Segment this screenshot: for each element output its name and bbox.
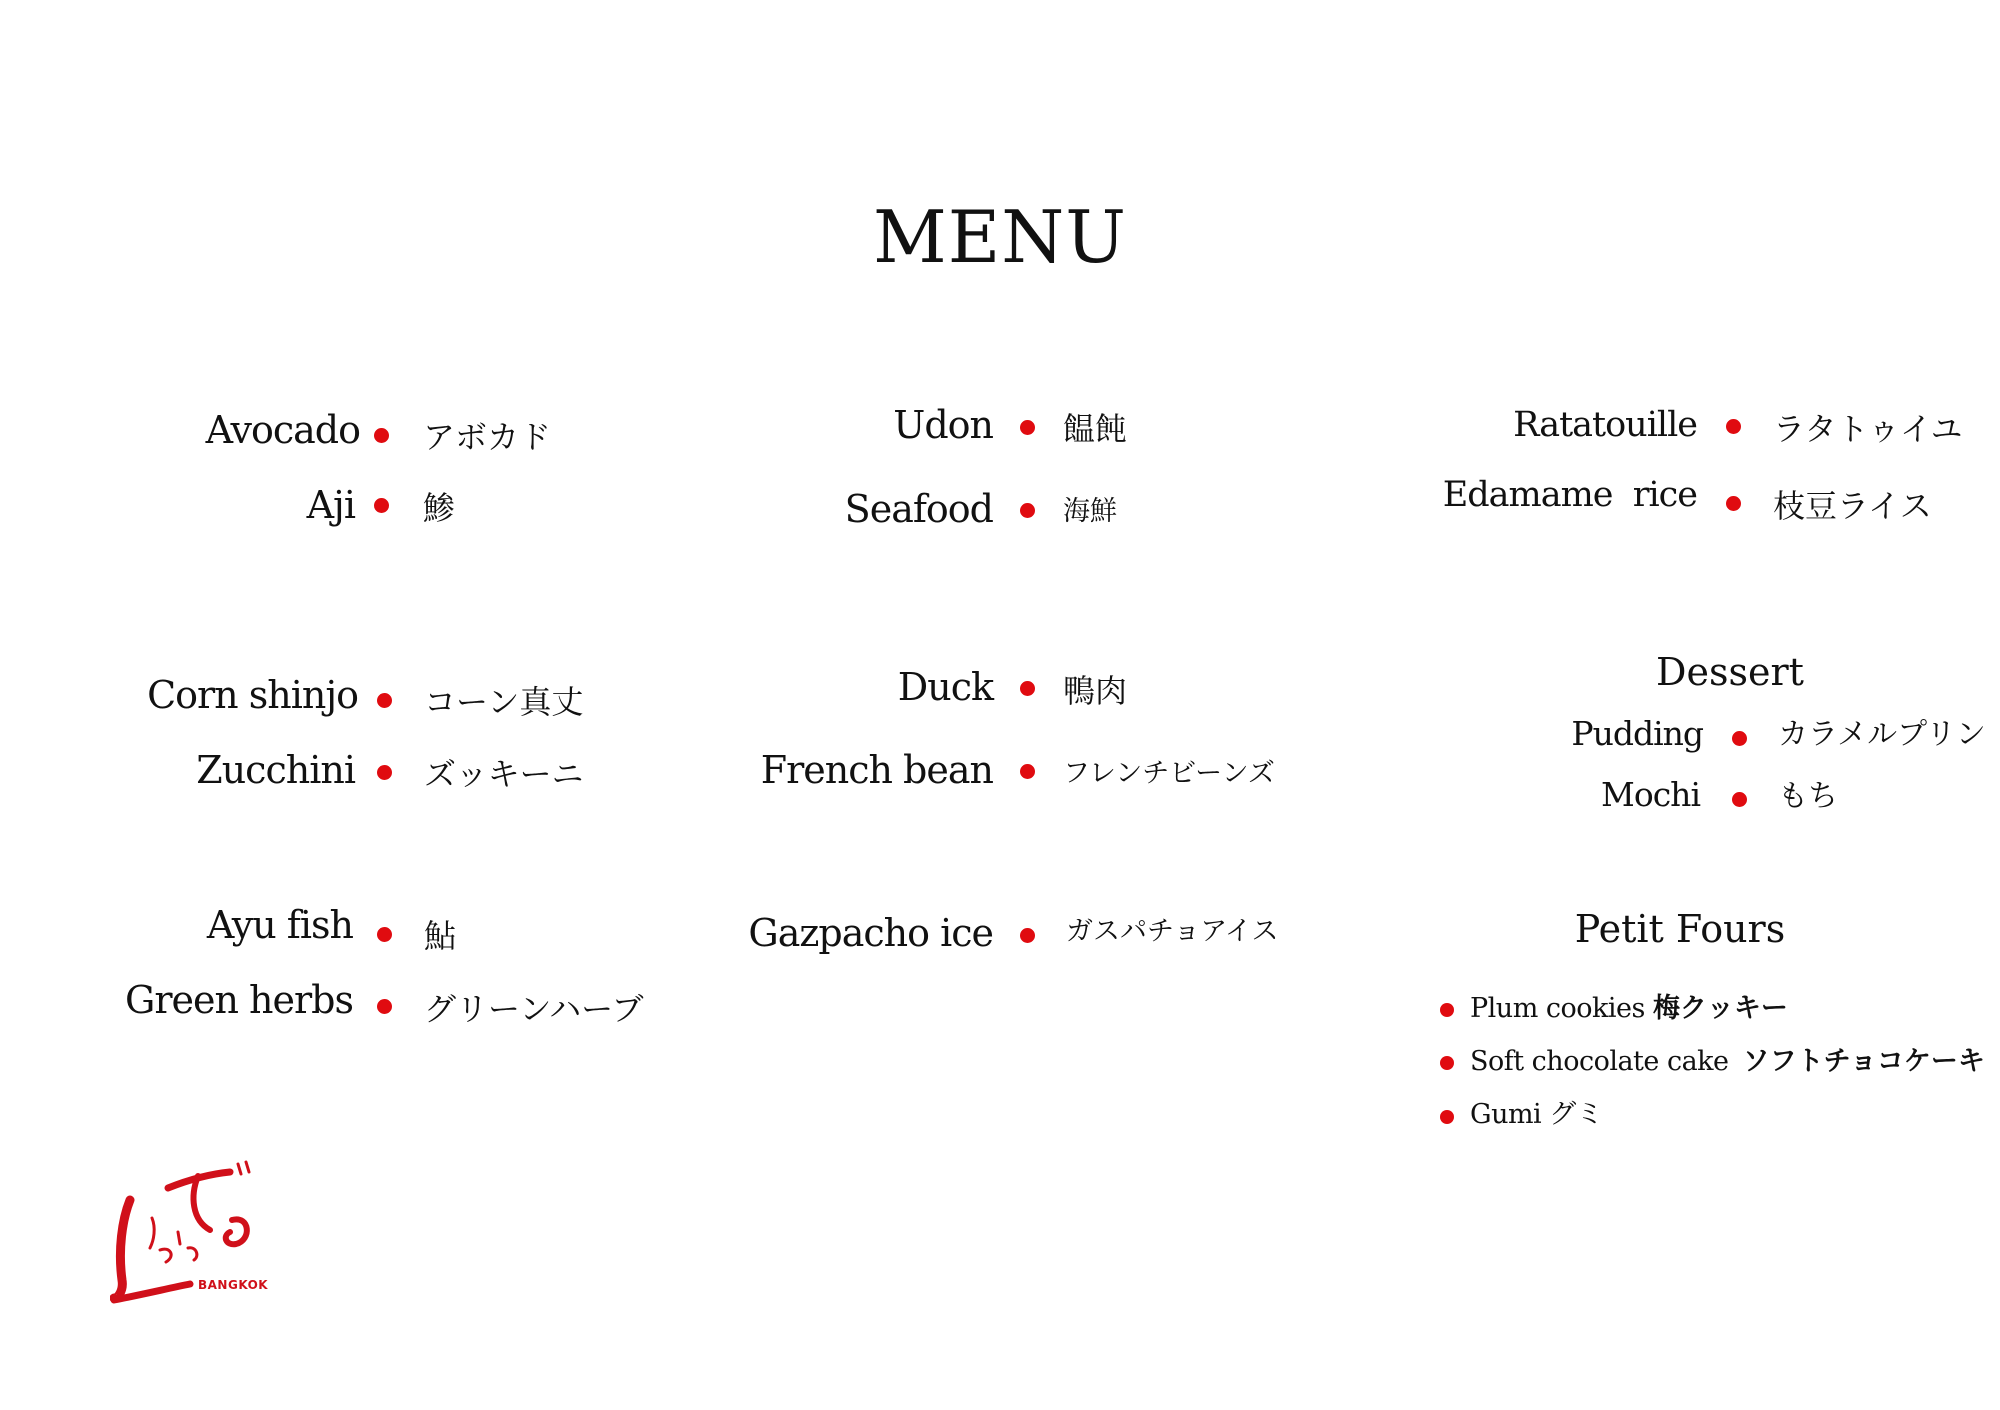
menu-item-edamame-rice xyxy=(0,470,1697,520)
logo-text: BANGKOK xyxy=(198,1278,269,1292)
item-name-en: Soft chocolate cake xyxy=(1470,1046,1729,1077)
menu-item-pudding xyxy=(0,709,1703,759)
item-name-en: Plum cookies xyxy=(1470,993,1645,1024)
item-name-jp: 鴨肉 xyxy=(1063,672,1128,710)
item-name-en: Green herbs xyxy=(124,978,353,1022)
item-name-jp: ガスパチョアイス xyxy=(1066,916,1279,947)
item-name-jp: 鯵 xyxy=(423,489,456,527)
item-name-en: Zucchini xyxy=(196,748,355,792)
item-name-jp: 鮎 xyxy=(424,917,457,955)
bullet-dot xyxy=(1020,681,1035,696)
item-name-jp: 海鮮 xyxy=(1063,496,1117,527)
item-name-en: Corn shinjo xyxy=(147,673,358,717)
item-name-jp: グリーンハーブ xyxy=(424,990,644,1028)
bullet-dot xyxy=(1726,496,1741,511)
petit-four-item xyxy=(1470,1095,1603,1135)
menu-item-green-herbs xyxy=(0,975,353,1025)
menu-item-ratatouille xyxy=(0,400,1697,450)
petit-four-item xyxy=(1470,1042,1985,1082)
item-name-en: Udon xyxy=(893,403,993,447)
item-name-jp: ソフトチョコケーキ xyxy=(1742,1046,1985,1077)
item-name-en: French bean xyxy=(760,748,993,792)
bullet-dot xyxy=(1726,419,1741,434)
bullet-dot xyxy=(1732,731,1747,746)
petit-fours-heading: Petit Fours xyxy=(1574,907,1786,951)
item-name-en: Edamame rice xyxy=(1442,475,1697,515)
item-name-jp: ズッキーニ xyxy=(424,755,584,793)
item-name-jp: 饂飩 xyxy=(1063,410,1128,448)
bullet-dot xyxy=(1440,1003,1454,1017)
petit-four-item xyxy=(1470,989,1788,1029)
item-name-en: Pudding xyxy=(1571,714,1703,753)
bullet-dot xyxy=(1020,928,1035,943)
item-name-jp: 枝豆ライス xyxy=(1773,487,1932,525)
item-name-jp: もち xyxy=(1778,779,1838,814)
menu-item-mochi xyxy=(0,770,1700,820)
item-name-jp: ラタトゥイユ xyxy=(1773,410,1963,448)
item-name-en: Avocado xyxy=(205,408,360,452)
page-title: MENU xyxy=(873,195,1127,279)
bullet-dot xyxy=(377,999,392,1014)
item-name-jp: 梅クッキー xyxy=(1652,993,1788,1024)
item-name-en: Ayu fish xyxy=(206,903,353,947)
menu-item-duck xyxy=(0,662,993,712)
item-name-en: Mochi xyxy=(1601,775,1700,814)
bullet-dot xyxy=(1440,1110,1454,1124)
bullet-dot xyxy=(1732,792,1747,807)
item-name-jp: カラメルプリン xyxy=(1778,717,1986,752)
item-name-en: Gumi xyxy=(1470,1099,1542,1130)
item-name-jp: グミ xyxy=(1549,1099,1604,1130)
menu-item-gazpacho-ice xyxy=(0,908,993,958)
bullet-dot xyxy=(1440,1056,1454,1070)
item-name-en: Seafood xyxy=(844,487,993,531)
item-name-en: Ratatouille xyxy=(1513,405,1697,445)
dessert-heading: Dessert xyxy=(1656,650,1804,694)
item-name-jp: コーン真丈 xyxy=(424,683,584,721)
item-name-jp: フレンチビーンズ xyxy=(1063,758,1275,789)
item-name-en: Aji xyxy=(306,483,355,527)
item-name-en: Duck xyxy=(897,665,993,709)
item-name-en: Gazpacho ice xyxy=(748,911,993,955)
item-name-jp: アボカド xyxy=(423,418,552,456)
